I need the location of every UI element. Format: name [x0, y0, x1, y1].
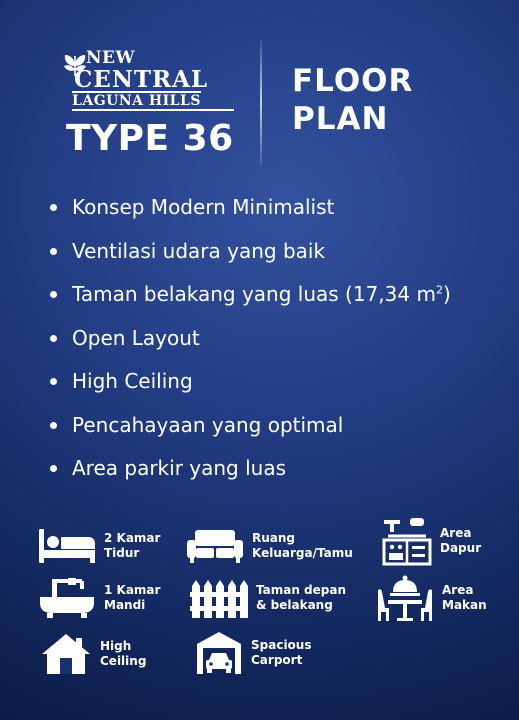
sofa-icon	[186, 528, 244, 564]
bed-icon	[38, 527, 96, 565]
amenity-label: 1 Kamar Mandi	[104, 583, 161, 612]
house-icon	[40, 632, 92, 676]
feature-item: Pencahayaan yang optimal	[48, 408, 451, 452]
floor-plan-line-1: FLOOR	[292, 63, 414, 99]
area-close-paren: )	[442, 282, 451, 306]
brand-line-3: LAGUNA HILLS	[72, 93, 201, 109]
feature-item: Taman belakang yang luas (17,34 $m^2$)	[48, 277, 451, 321]
feature-item: Area parkir yang luas	[48, 451, 451, 495]
floor-plan-title	[292, 62, 413, 138]
amenity-bedroom	[38, 527, 160, 565]
amenity-bathroom	[38, 577, 160, 619]
carport-icon	[195, 630, 243, 676]
amenity-label: Taman depan & belakang	[256, 583, 347, 612]
amenity-carport	[195, 630, 312, 676]
brand-underline	[72, 109, 234, 111]
header-divider	[260, 40, 262, 165]
type-title: TYPE 36	[66, 118, 234, 159]
feature-item: Konsep Modern Minimalist	[48, 190, 451, 234]
dining-icon	[376, 574, 434, 622]
amenity-label: Ruang Keluarga/Tamu	[252, 531, 353, 560]
amenity-label: High Ceiling	[100, 639, 147, 668]
floor-plan-line-2: PLAN	[292, 101, 389, 137]
amenity-kitchen	[382, 516, 481, 566]
brand-line-2: CENTRAL	[74, 66, 209, 93]
bathtub-icon	[38, 577, 96, 619]
kitchen-icon	[382, 516, 432, 566]
amenity-high-ceiling	[40, 632, 146, 676]
amenity-label: 2 Kamar Tidur	[104, 531, 161, 560]
amenity-label: Area Makan	[442, 583, 487, 612]
feature-item: Open Layout	[48, 321, 451, 365]
area-superscript: 2	[435, 283, 443, 297]
feature-item: High Ceiling	[48, 364, 451, 408]
feature-list	[48, 190, 451, 495]
fence-icon	[190, 578, 248, 618]
amenity-garden	[190, 578, 346, 618]
amenity-label: Spacious Carport	[251, 638, 312, 667]
amenity-label: Area Dapur	[440, 526, 482, 555]
brand-line-1: NEW	[86, 48, 136, 68]
feature-item: Ventilasi udara yang baik	[48, 234, 451, 278]
amenity-living-room	[186, 528, 353, 564]
amenity-dining	[376, 574, 487, 622]
